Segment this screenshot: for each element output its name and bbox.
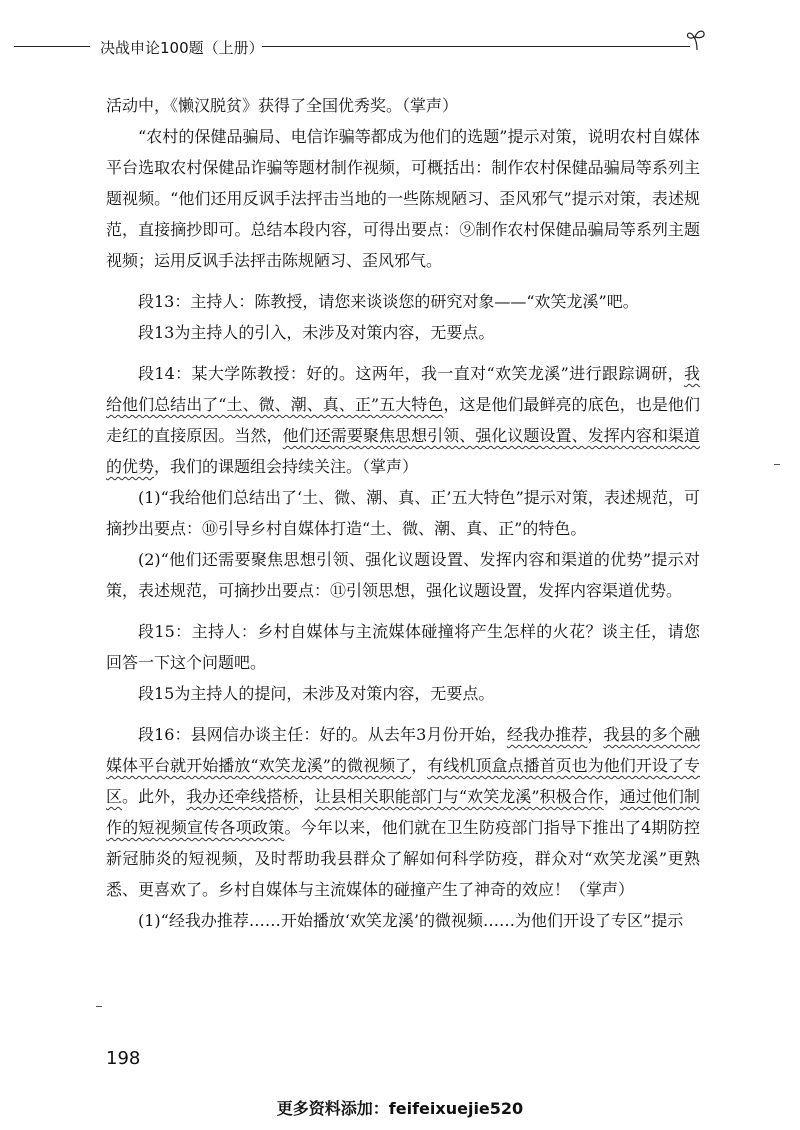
underlined-text: 我给他们总结出了“土、微、潮、真、正”五大特色	[106, 364, 700, 414]
paragraph: 段15：主持人：乡村自媒体与主流媒体碰撞将产生怎样的火花？谈主任，请您回答一下这个问题吧。	[106, 622, 700, 672]
paragraph: (1)“经我办推荐……开始播放‘欢笑龙溪’的微视频……为他们开设了专区”提示	[138, 911, 684, 930]
margin-mark	[774, 464, 780, 465]
text-run: ，	[603, 787, 620, 806]
paragraph: 段15为主持人的提问，未涉及对策内容，无要点。	[138, 684, 495, 703]
underlined-text: 我办还牵线搭桥	[186, 787, 299, 806]
text-run: 。此外，	[122, 787, 187, 806]
paragraph: 段13为主持人的引入，未涉及对策内容，无要点。	[138, 323, 495, 342]
underlined-text: 他们还需要聚焦思想引领、强化议题设置、发挥内容和渠道的优势	[106, 426, 700, 476]
paragraph: (2)“他们还需要聚焦思想引领、强化议题设置、发挥内容和渠道的优势”提示对策，表述规范，可摘抄出要点：⑪引领思想，强化议题设置，发挥内容渠道优势。	[106, 550, 700, 600]
text-run: ，这是他们最鲜亮的底色，也是他们走红的直接原因。当然，	[106, 395, 700, 445]
paragraph	[106, 719, 700, 905]
underlined-text: 我县的多个融媒体平台就开始播放“欢笑龙溪”的微视频了	[106, 725, 700, 775]
underlined-text: 有线机顶盒点播首页也为他们开设了专区	[106, 756, 700, 806]
sprout-icon	[684, 26, 710, 52]
text-run: ，	[587, 725, 604, 744]
paragraph: 段13：主持人：陈教授，请您来谈谈您的研究对象——“欢笑龙溪”吧。	[138, 292, 639, 311]
text-run: 。今年以来，他们就在卫生防疫部门指导下推出了4期防控新冠肺炎的短视频，及时帮助我县群众了解如何科学防疫，群众对“欢笑龙溪”更熟悉、更喜欢了。乡村自媒体与主流媒体的碰撞产生了神奇的效应！（掌声）	[106, 818, 700, 899]
margin-mark	[96, 1006, 102, 1007]
underlined-text: 经我办推荐	[506, 725, 588, 744]
underlined-text: 通过他们制作的短视频宣传各项政策	[106, 787, 700, 837]
text-run: ，我们的课题组会持续关注。（掌声）	[154, 457, 419, 476]
running-header	[0, 34, 800, 58]
text-run: 段16：县网信办谈主任：好的。从去年3月份开始，	[138, 725, 507, 744]
paragraph: 活动中，《懒汉脱贫》获得了全国优秀奖。（掌声）	[106, 96, 459, 115]
text-run: 段14：某大学陈教授：好的。这两年，我一直对“欢笑龙溪”进行跟踪调研，	[138, 364, 684, 383]
footer-note: 更多资料添加：feifeixuejie520	[276, 1099, 524, 1118]
paragraph	[106, 358, 700, 482]
book-title: 决战申论100题（上册）	[100, 39, 264, 57]
text-run: ，	[298, 787, 315, 806]
paragraph: (1)“我给他们总结出了‘土、微、潮、真、正’五大特色”提示对策，表述规范，可摘抄出要点：⑩引导乡村自媒体打造“土、微、潮、真、正”的特色。	[106, 488, 700, 538]
page-content	[106, 90, 700, 936]
text-run: ，	[411, 756, 428, 775]
paragraph: “农村的保健品骗局、电信诈骗等都成为他们的选题”提示对策，说明农村自媒体平台选取农村保健品诈骗等题材制作视频，可概括出：制作农村保健品骗局等系列主题视频。“他们还用反讽手法抨击当地的一些陈规陋习、歪风邪气”提示对策，表述规范，直接摘抄即可。总结本段内容，可得出要点：⑨制作农村保健品骗局等系列主题视频；运用反讽手法抨击陈规陋习、歪风邪气。	[106, 127, 700, 270]
header-rule-right	[262, 46, 690, 47]
header-rule-left	[14, 46, 90, 47]
underlined-text: 让县相关职能部门与“欢笑龙溪”积极合作	[314, 787, 604, 806]
page-number: 198	[106, 1048, 141, 1069]
